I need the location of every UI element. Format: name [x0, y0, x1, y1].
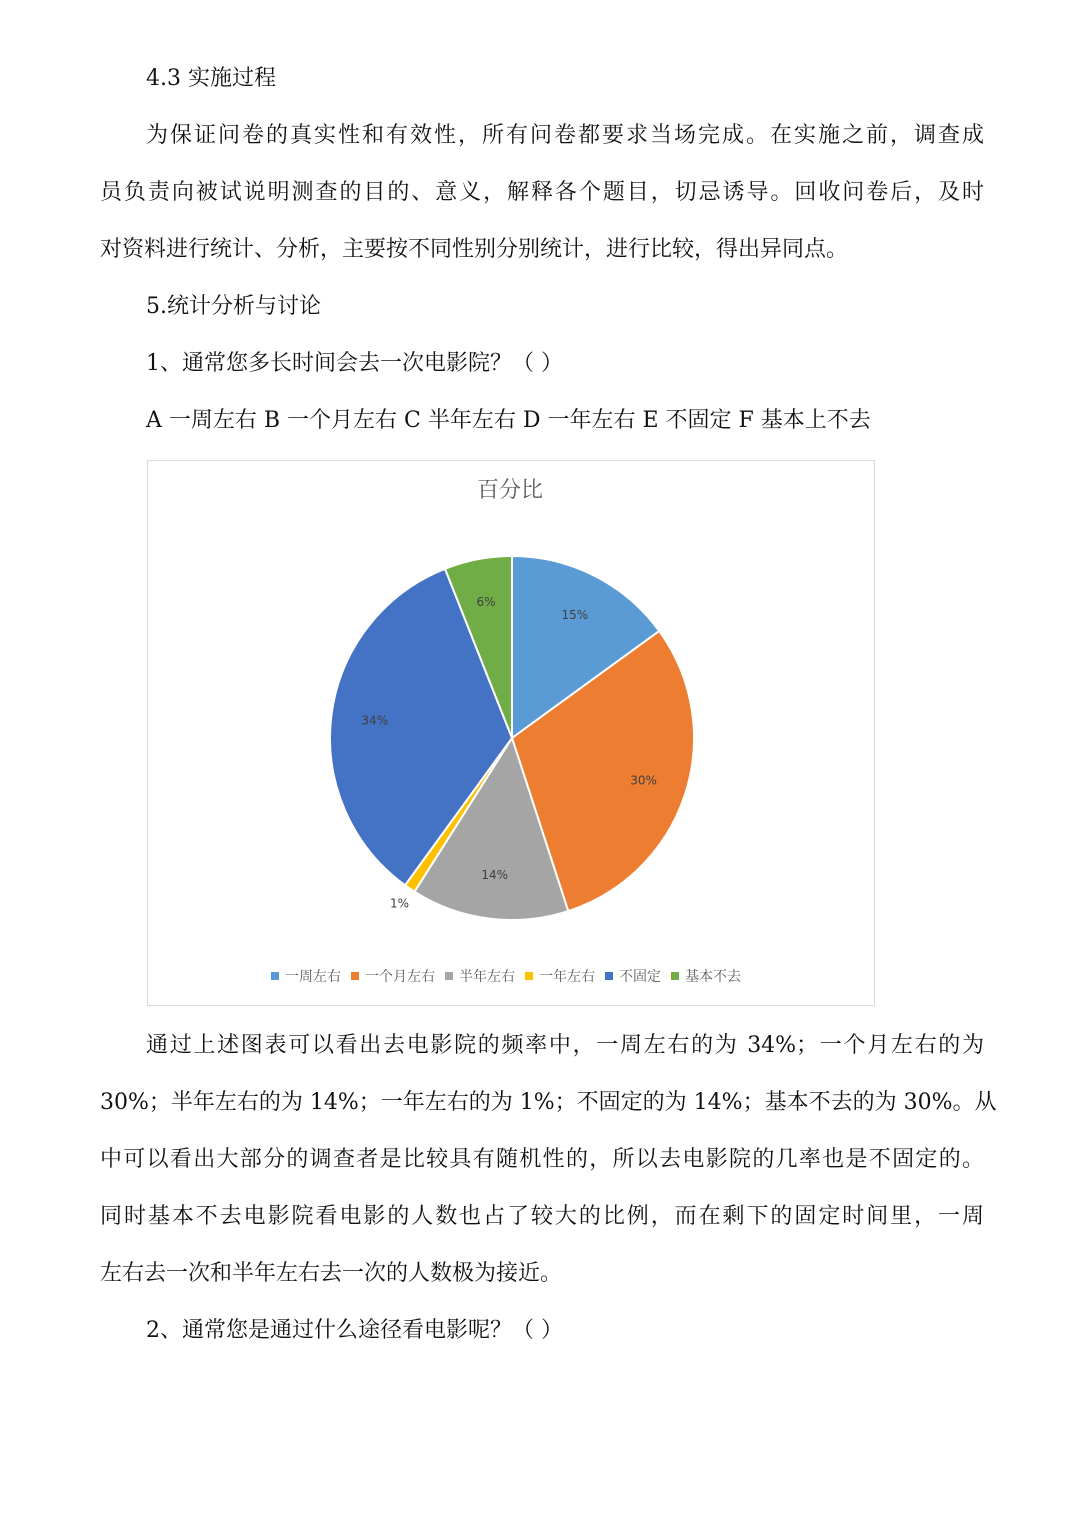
section-heading-5: 5.统计分析与讨论	[146, 294, 321, 319]
chart-legend	[271, 968, 741, 985]
legend-swatch	[271, 972, 279, 980]
chart-title: 百分比	[476, 478, 544, 503]
question-1: 1、通常您多长时间会去一次电影院？（ ）	[146, 351, 563, 376]
paragraph-line: 对资料进行统计、分析，主要按不同性别分别统计，进行比较，得出异同点。	[100, 237, 849, 262]
legend-label: 一年左右	[539, 969, 595, 985]
legend-label: 半年左右	[459, 969, 515, 985]
legend-label: 一周左右	[285, 969, 341, 985]
pie-data-label: 1%	[390, 896, 410, 911]
pie-chart	[148, 461, 874, 1005]
legend-swatch	[525, 972, 533, 980]
question-1-options: A 一周左右 B 一个月左右 C 半年左右 D 一年左右 E 不固定 F 基本上不去	[146, 408, 871, 433]
paragraph-line: 左右去一次和半年左右去一次的人数极为接近。	[100, 1261, 563, 1286]
legend-swatch	[445, 972, 453, 980]
legend-label: 一个月左右	[365, 969, 435, 985]
pie-chart-frame	[147, 460, 875, 1006]
paragraph-line: 为保证问卷的真实性和有效性，所有问卷都要求当场完成。在实施之前，调查成	[146, 123, 984, 148]
legend-label: 不固定	[619, 969, 661, 985]
pie-slices	[330, 556, 694, 920]
legend-label: 基本不去	[685, 969, 741, 985]
legend-swatch	[605, 972, 613, 980]
question-2: 2、通常您是通过什么途径看电影呢？（ ）	[146, 1318, 563, 1343]
paragraph-line: 同时基本不去电影院看电影的人数也占了较大的比例，而在剩下的固定时间里，一周	[100, 1204, 984, 1229]
section-heading-4-3: 4.3 实施过程	[146, 66, 276, 91]
pie-data-label: 30%	[630, 773, 657, 788]
legend-swatch	[351, 972, 359, 980]
pie-data-label: 6%	[476, 595, 496, 610]
legend-swatch	[671, 972, 679, 980]
paragraph-line: 30%；半年左右的为 14%；一年左右的为 1%；不固定的为 14%；基本不去的为 30%。从	[100, 1090, 997, 1115]
paragraph-line: 员负责向被试说明测查的目的、意义，解释各个题目，切忌诱导。回收问卷后，及时	[100, 180, 984, 205]
pie-data-label: 14%	[481, 868, 508, 883]
paragraph-line: 中可以看出大部分的调查者是比较具有随机性的，所以去电影院的几率也是不固定的。	[100, 1147, 984, 1172]
pie-data-label: 34%	[361, 713, 389, 728]
paragraph-line: 通过上述图表可以看出去电影院的频率中，一周左右的为 34%；一个月左右的为	[146, 1033, 984, 1058]
pie-data-label: 15%	[561, 607, 589, 622]
